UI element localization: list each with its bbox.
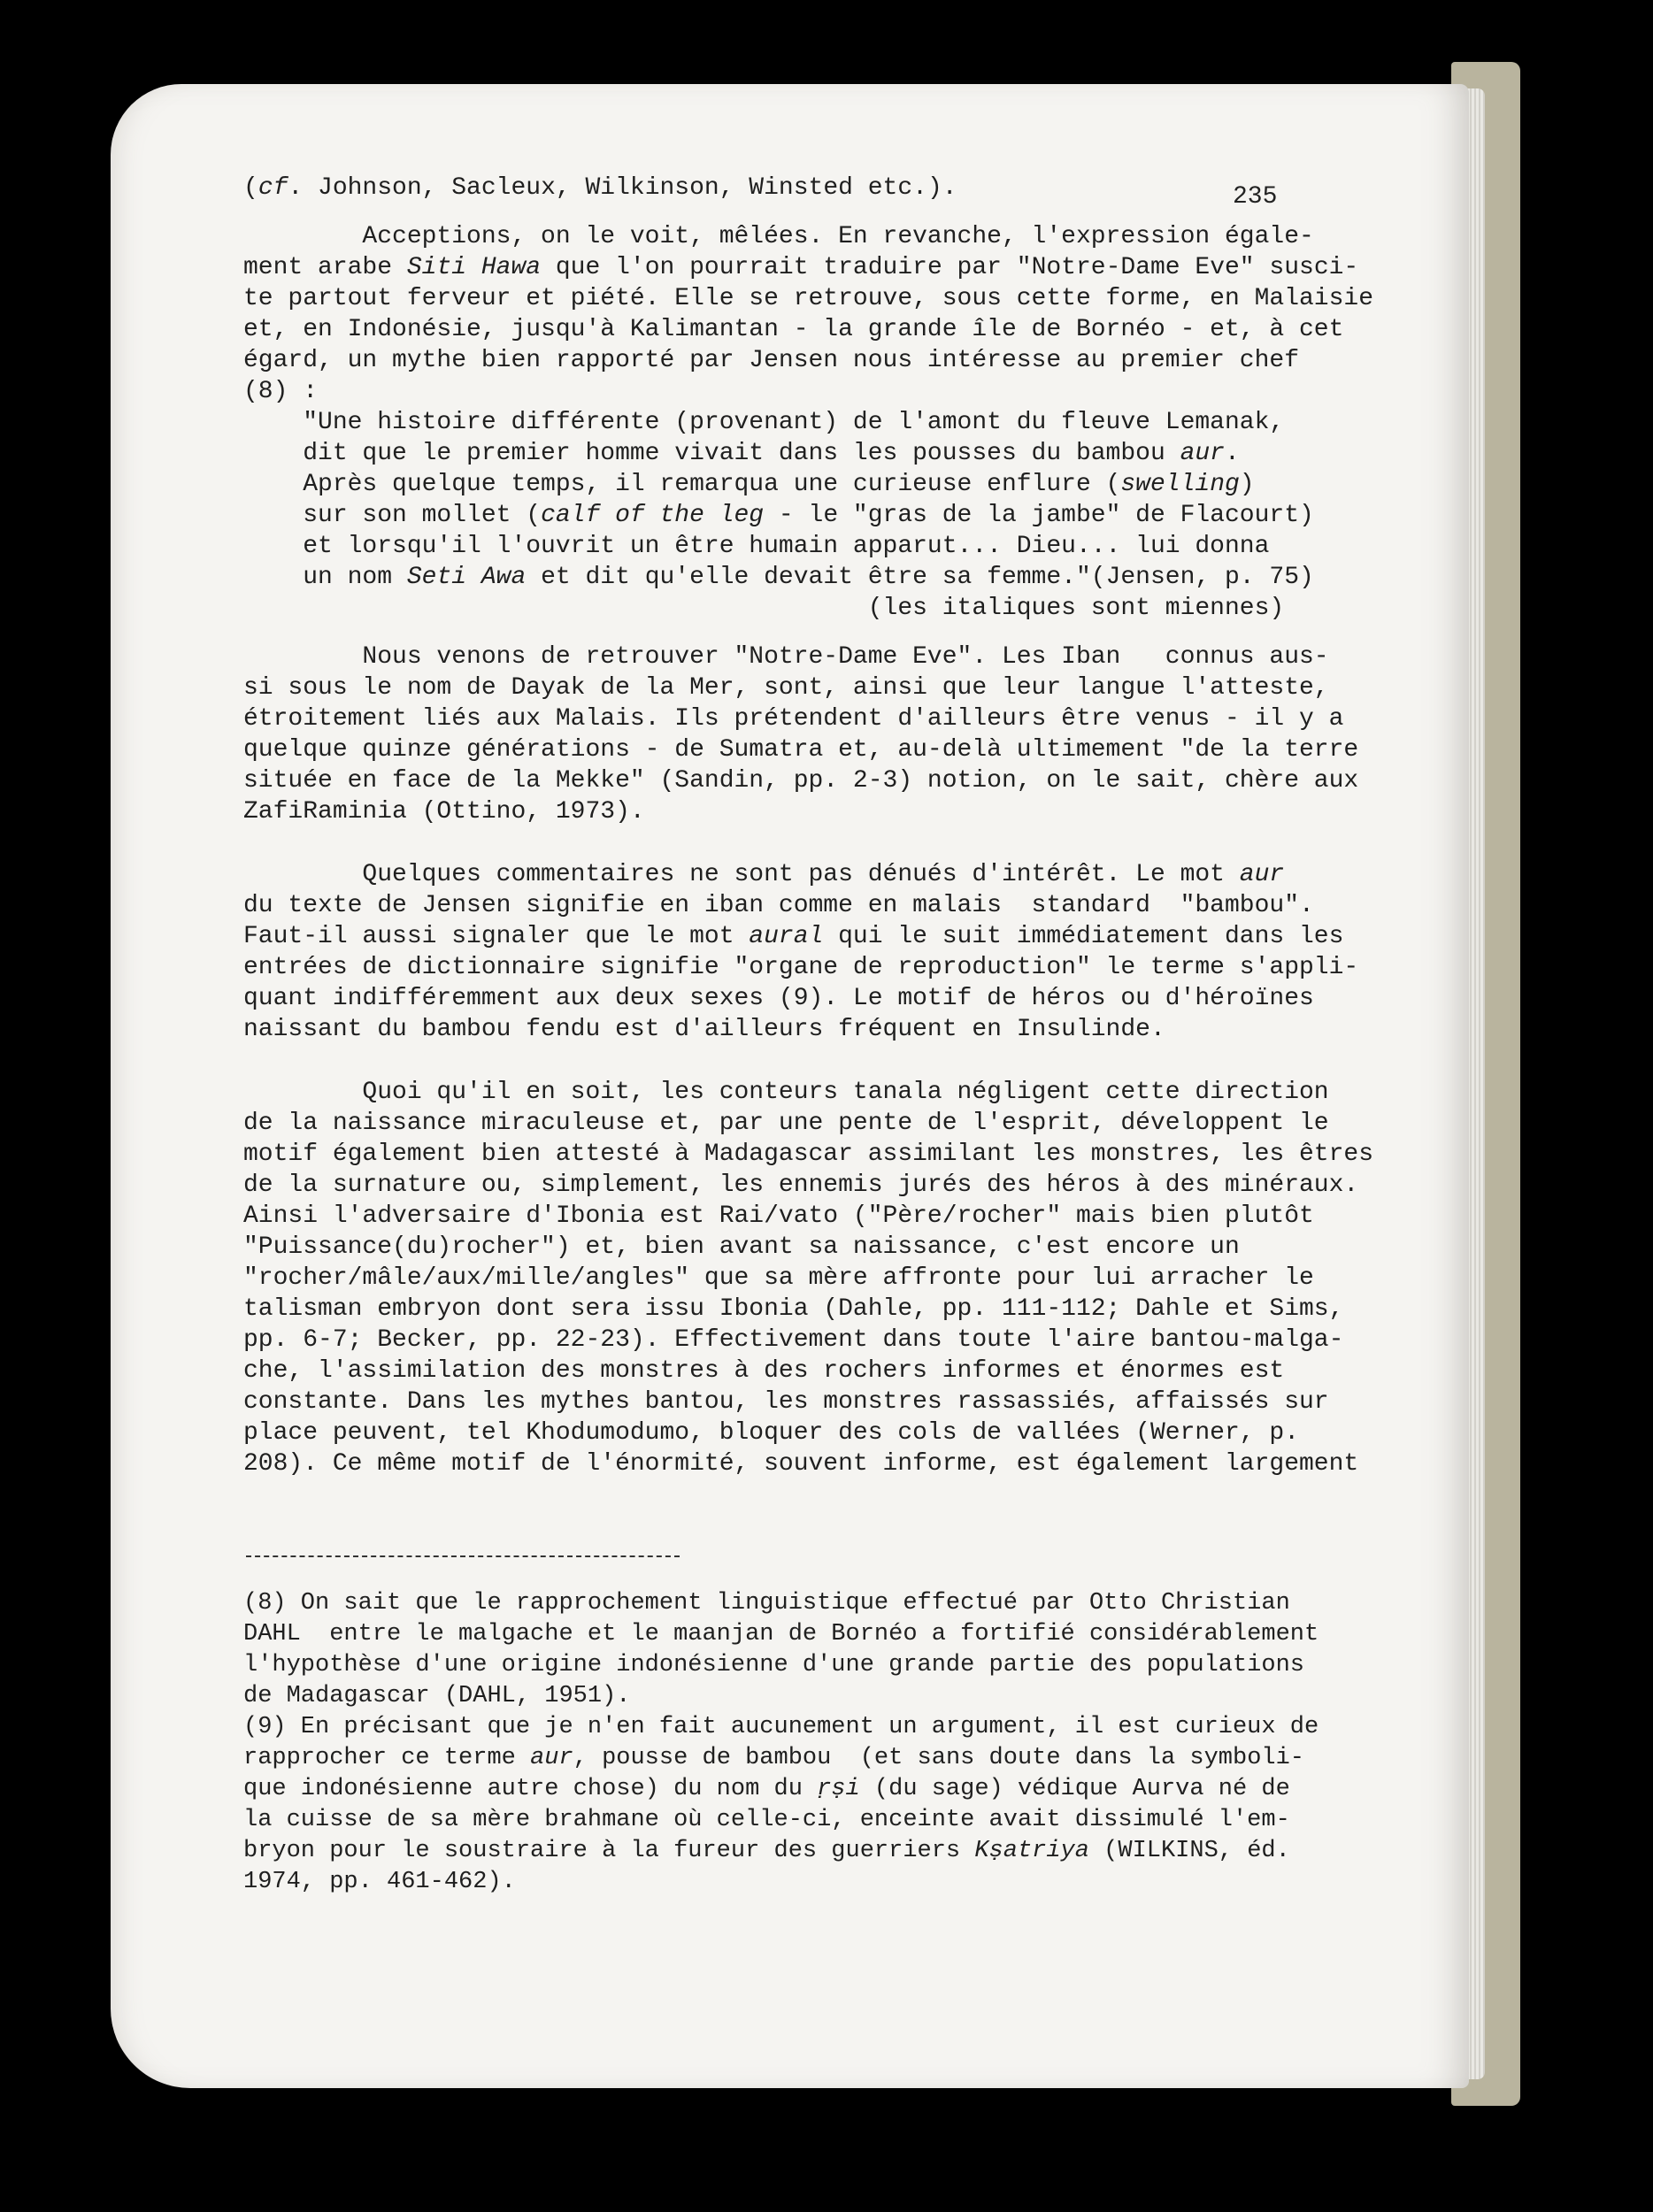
body-line bbox=[243, 890, 1323, 921]
body-line bbox=[243, 1108, 1329, 1139]
body-line bbox=[243, 438, 1323, 469]
footnote-separator bbox=[246, 1555, 680, 1557]
text-run: , pousse de bambou (et sans doute dans la symboli- bbox=[573, 1745, 1305, 1771]
italic-text: aural bbox=[749, 923, 824, 950]
italic-text: ṛṣi bbox=[817, 1776, 860, 1802]
italic-text: Siti Hawa bbox=[406, 254, 542, 281]
body-line bbox=[243, 1014, 1323, 1045]
text-run: Nous venons de retrouver "Notre-Dame Eve". Les Iban connus aus- bbox=[243, 643, 1329, 671]
note-line bbox=[243, 1588, 1332, 1619]
text-run: DAHL entre le malgache et le maanjan de Bornéo a fortifié considérablement bbox=[243, 1621, 1319, 1647]
text-run: talisman embryon dont sera issu Ibonia (Dahle, pp. 111-112; Dahle et Sims, bbox=[243, 1295, 1344, 1323]
italic-text: aur bbox=[1239, 861, 1285, 888]
text-run: Quelques commentaires ne sont pas dénués d'intérêt. Le mot bbox=[243, 861, 1240, 888]
text-run: de la surnature ou, simplement, les ennemis jurés des héros à des minéraux. bbox=[243, 1171, 1359, 1199]
body-line bbox=[243, 562, 1323, 593]
note-line bbox=[243, 1681, 1332, 1712]
text-run: quelque quinze générations - de Sumatra et, au-delà ultimement "de la terre bbox=[243, 736, 1359, 764]
italic-text: Kṣatriya bbox=[974, 1838, 1089, 1864]
text-run: quant indifféremment aux deux sexes (9). Le motif de héros ou d'héroïnes bbox=[243, 985, 1314, 1012]
text-run: ) bbox=[1239, 471, 1255, 498]
page-number: 235 bbox=[1233, 183, 1278, 211]
note-line bbox=[243, 1867, 1332, 1898]
text-run: la cuisse de sa mère brahmane où celle-ci, enceinte avait dissimulé l'em- bbox=[243, 1807, 1290, 1833]
body-line bbox=[243, 1325, 1344, 1356]
note-line bbox=[243, 1712, 1332, 1743]
text-run: (du sage) védique Aurva né de bbox=[859, 1776, 1290, 1802]
body-text bbox=[243, 173, 1374, 1479]
body-line bbox=[243, 407, 1323, 438]
text-run: "rocher/mâle/aux/mille/angles" que sa mère affronte pour lui arracher le bbox=[243, 1264, 1314, 1292]
text-run: Faut-il aussi signaler que le mot bbox=[243, 923, 750, 950]
body-line bbox=[243, 1294, 1344, 1325]
text-run: Après quelque temps, il remarqua une curieuse enflure ( bbox=[243, 471, 1121, 498]
text-run: Acceptions, on le voit, mêlées. En revanche, l'expression égale- bbox=[243, 223, 1314, 250]
text-run: Ainsi l'adversaire d'Ibonia est Rai/vato ("Père/rocher" mais bien plutôt bbox=[243, 1202, 1314, 1230]
body-line bbox=[243, 952, 1359, 983]
body-line bbox=[243, 765, 1359, 796]
text-run: entrées de dictionnaire signifie "organe de reproduction" le terme s'appli- bbox=[243, 954, 1359, 981]
note-line bbox=[243, 1836, 1332, 1867]
body-line bbox=[243, 376, 1323, 407]
body-line bbox=[243, 1386, 1329, 1417]
text-run: que indonésienne autre chose) du nom du bbox=[243, 1776, 818, 1802]
body-line bbox=[243, 314, 1344, 345]
note-line bbox=[243, 1805, 1332, 1836]
italic-text: calf of the leg bbox=[541, 502, 765, 529]
body-line bbox=[243, 983, 1323, 1014]
body-line bbox=[243, 1232, 1323, 1263]
text-run: bryon pour le soustraire à la fureur des guerriers bbox=[243, 1838, 975, 1864]
body-line bbox=[243, 1356, 1323, 1386]
body-line bbox=[243, 173, 1323, 204]
note-line bbox=[243, 1743, 1332, 1774]
text-run: 1974, pp. 461-462). bbox=[243, 1869, 516, 1895]
text-run: située en face de la Mekke" (Sandin, pp. 2-3) notion, on le sait, chère aux bbox=[243, 767, 1359, 795]
text-run: che, l'assimilation des monstres à des rochers informes et énormes est bbox=[243, 1357, 1285, 1385]
text-run: . bbox=[1225, 440, 1240, 467]
text-run: de Madagascar (DAHL, 1951). bbox=[243, 1683, 631, 1709]
body-line bbox=[243, 1263, 1323, 1294]
body-line bbox=[243, 345, 1323, 376]
italic-text: aur bbox=[1180, 440, 1225, 467]
italic-text: cf bbox=[258, 174, 288, 202]
italic-text: swelling bbox=[1120, 471, 1240, 498]
body-line bbox=[243, 283, 1374, 314]
body-line bbox=[243, 641, 1329, 672]
body-line bbox=[243, 703, 1344, 734]
text-run: qui le suit immédiatement dans les bbox=[823, 923, 1344, 950]
text-run: . Johnson, Sacleux, Wilkinson, Winsted etc.). bbox=[288, 174, 957, 202]
text-run: égard, un mythe bien rapporté par Jensen nous intéresse au premier chef bbox=[243, 347, 1299, 374]
paragraph-gap bbox=[243, 624, 1323, 641]
body-line bbox=[243, 531, 1323, 562]
body-line bbox=[243, 1417, 1323, 1448]
body-line bbox=[243, 1139, 1374, 1170]
text-run: du texte de Jensen signifie en iban comme en malais standard "bambou". bbox=[243, 892, 1314, 919]
body-line bbox=[243, 252, 1359, 283]
italic-text: Seti Awa bbox=[406, 564, 527, 591]
body-line bbox=[243, 500, 1323, 531]
body-line bbox=[243, 1201, 1323, 1232]
text-run: "Une histoire différente (provenant) de l'amont du fleuve Lemanak, bbox=[243, 409, 1285, 436]
body-line bbox=[243, 921, 1344, 952]
text-run: naissant du bambou fendu est d'ailleurs fréquent en Insulinde. bbox=[243, 1016, 1165, 1043]
body-line bbox=[243, 469, 1323, 500]
text-run: Quoi qu'il en soit, les conteurs tanala négligent cette direction bbox=[243, 1079, 1329, 1106]
paragraph-gap bbox=[243, 204, 1323, 221]
paragraph-gap bbox=[243, 1045, 1323, 1077]
text-run: ( bbox=[243, 174, 258, 202]
text-run: (les italiques sont miennes) bbox=[243, 595, 1285, 622]
text-run: place peuvent, tel Khodumodumo, bloquer des cols de vallées (Werner, p. bbox=[243, 1419, 1299, 1447]
body-line bbox=[243, 859, 1323, 890]
note-line bbox=[243, 1619, 1332, 1650]
text-run: constante. Dans les mythes bantou, les monstres rassassiés, affaissés sur bbox=[243, 1388, 1329, 1416]
body-line bbox=[243, 672, 1329, 703]
body-line bbox=[243, 1170, 1359, 1201]
text-run: (9) En précisant que je n'en fait aucunement un argument, il est curieux de bbox=[243, 1714, 1319, 1740]
text-run: - le "gras de la jambe" de Flacourt) bbox=[764, 502, 1314, 529]
text-run: (8) On sait que le rapprochement linguistique effectué par Otto Christian bbox=[243, 1590, 1290, 1617]
text-run: si sous le nom de Dayak de la Mer, sont, ainsi que leur langue l'atteste, bbox=[243, 674, 1329, 702]
text-run: un nom bbox=[243, 564, 407, 591]
text-run: ment arabe bbox=[243, 254, 407, 281]
note-line bbox=[243, 1774, 1332, 1805]
text-run: et lorsqu'il l'ouvrit un être humain apparut... Dieu... lui donna bbox=[243, 533, 1270, 560]
body-line bbox=[243, 1448, 1359, 1479]
text-run: te partout ferveur et piété. Elle se retrouve, sous cette forme, en Malaisie bbox=[243, 285, 1374, 312]
body-line bbox=[243, 734, 1359, 765]
text-run: "Puissance(du)rocher") et, bien avant sa naissance, c'est encore un bbox=[243, 1233, 1240, 1261]
body-line bbox=[243, 593, 1323, 624]
text-run: ZafiRaminia (Ottino, 1973). bbox=[243, 798, 645, 826]
text-run: rapprocher ce terme bbox=[243, 1745, 531, 1771]
body-line bbox=[243, 221, 1323, 252]
italic-text: aur bbox=[530, 1745, 573, 1771]
text-run: que l'on pourrait traduire par "Notre-Dame Eve" susci- bbox=[541, 254, 1359, 281]
text-run: dit que le premier homme vivait dans les pousses du bambou bbox=[243, 440, 1180, 467]
text-run: sur son mollet ( bbox=[243, 502, 542, 529]
text-run: et, en Indonésie, jusqu'à Kalimantan - la grande île de Bornéo - et, à cet bbox=[243, 316, 1344, 343]
body-line bbox=[243, 796, 1323, 827]
text-run: (WILKINS, éd. bbox=[1088, 1838, 1290, 1864]
text-run: étroitement liés aux Malais. Ils prétendent d'ailleurs être venus - il y a bbox=[243, 705, 1344, 733]
text-run: et dit qu'elle devait être sa femme."(Jensen, p. 75) bbox=[526, 564, 1314, 591]
text-run: pp. 6-7; Becker, pp. 22-23). Effectivement dans toute l'aire bantou-malga- bbox=[243, 1326, 1344, 1354]
paragraph-gap bbox=[243, 827, 1323, 859]
footnotes bbox=[243, 1588, 1332, 1898]
text-run: de la naissance miraculeuse et, par une pente de l'esprit, développent le bbox=[243, 1110, 1329, 1137]
text-run: l'hypothèse d'une origine indonésienne d'une grande partie des populations bbox=[243, 1652, 1304, 1678]
body-line bbox=[243, 1077, 1329, 1108]
text-run: motif également bien attesté à Madagascar assimilant les monstres, les êtres bbox=[243, 1141, 1374, 1168]
text-run: (8) : bbox=[243, 378, 319, 405]
text-run: 208). Ce même motif de l'énormité, souvent informe, est également largement bbox=[243, 1450, 1359, 1478]
note-line bbox=[243, 1650, 1332, 1681]
